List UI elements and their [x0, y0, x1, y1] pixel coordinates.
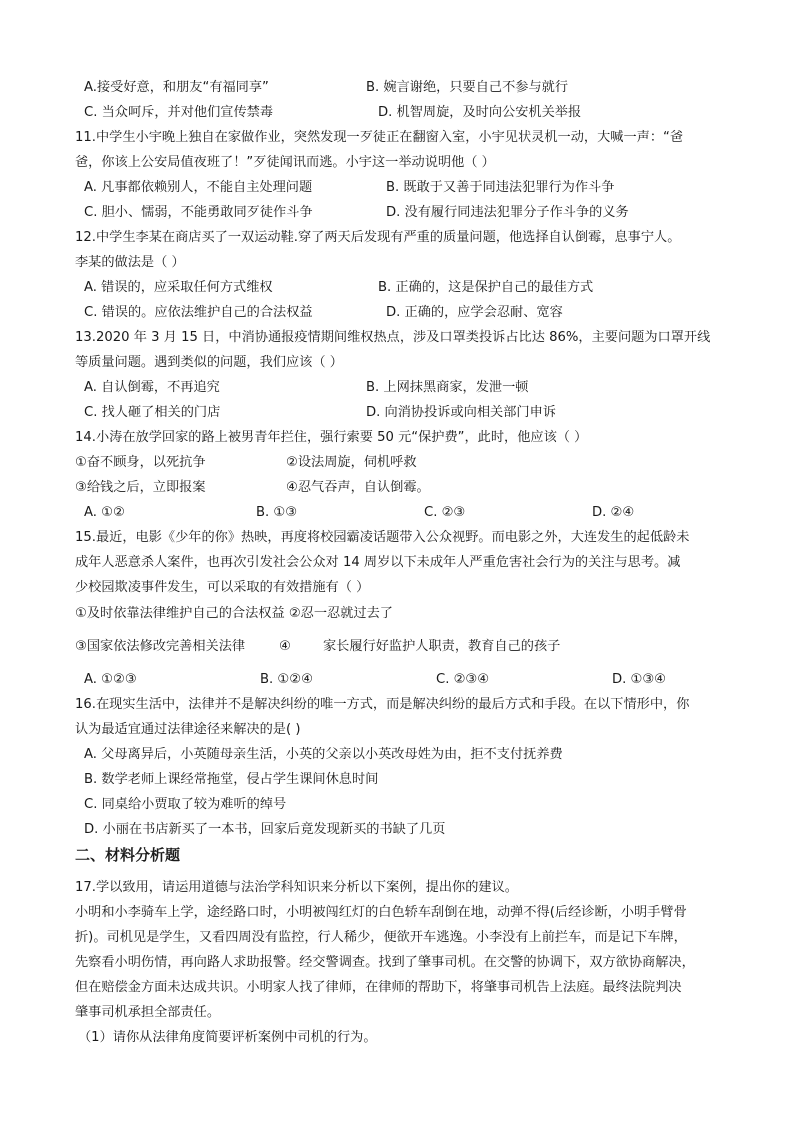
q15-statement-4-number: ④ — [279, 639, 291, 654]
q13-option-c: C. 找人砸了相关的门店 — [84, 405, 221, 420]
q16-stem-line-1: 16.在现实生活中，法律并不是解决纠纷的唯一方式，而是解决纠纷的最后方式和手段。在以下情形中，你 — [75, 697, 690, 712]
q12-option-d: D. 正确的，应学会忍耐、宽容 — [386, 305, 563, 320]
q14-option-a: A. ①② — [84, 505, 125, 520]
q11-stem-line-2: 爸，你该上公安局值夜班了！”歹徒闻讯而逃。小宇这一举动说明他（ ） — [75, 155, 495, 170]
q12-option-a: A. 错误的，应采取任何方式维权 — [84, 280, 273, 295]
q13-stem-line-2: 等质量问题。遇到类似的问题，我们应该（ ） — [75, 355, 343, 370]
q17-case-line-5: 肇事司机承担全部责任。 — [75, 1005, 221, 1020]
q17-case-line-1: 小明和小李骑车上学，途经路口时，小明被闯红灯的白色轿车刮倒在地，动弹不得(后经诊断，小明手臂骨 — [75, 905, 687, 920]
q11-option-c: C. 胆小、懦弱，不能勇敢同歹徒作斗争 — [84, 205, 313, 220]
q12-option-c: C. 错误的。应依法维护自己的合法权益 — [84, 305, 313, 320]
section-title-material-analysis: 二、材料分析题 — [75, 846, 181, 864]
q12-stem-line-1: 12.中学生李某在商店买了一双运动鞋.穿了两天后发现有严重的质量问题，他选择自认倒霉，息事宁人。 — [75, 230, 681, 245]
q11-stem-line-1: 11.中学生小宇晚上独自在家做作业，突然发现一歹徒正在翻窗入室，小宇见状灵机一动，大喊一声：“爸 — [75, 130, 684, 145]
q14-option-c: C. ②③ — [424, 505, 466, 520]
q13-option-d: D. 向消协投诉或向相关部门申诉 — [366, 405, 556, 420]
q15-statements-1-2: ①及时依靠法律维护自己的合法权益 ②忍一忍就过去了 — [75, 606, 393, 621]
q16-option-a: A. 父母离异后，小英随母亲生活，小英的父亲以小英改母姓为由，拒不支付抚养费 — [84, 747, 563, 762]
q16-option-d: D. 小丽在书店新买了一本书，回家后竟发现新买的书缺了几页 — [84, 822, 446, 837]
q14-stem: 14.小涛在放学回家的路上被男青年拦住，强行索要 50 元“保护费”，此时，他应该（ ） — [75, 430, 588, 445]
q15-option-b: B. ①②④ — [260, 672, 313, 687]
q12-option-b: B. 正确的，这是保护自己的最佳方式 — [378, 280, 594, 295]
q10-option-b: B. 婉言谢绝，只要自己不参与就行 — [366, 80, 569, 95]
q10-option-a: A.接受好意，和朋友“有福同享” — [84, 80, 269, 95]
q11-option-d: D. 没有履行同违法犯罪分子作斗争的义务 — [386, 205, 629, 220]
q14-option-b: B. ①③ — [256, 505, 298, 520]
q12-stem-line-2: 李某的做法是（ ） — [75, 255, 185, 270]
q17-case-line-3: 先察看小明伤情，再向路人求助报警。经交警调查。找到了肇事司机。在交警的协调下，双方欲协商解决， — [75, 955, 695, 970]
q16-option-b: B. 数学老师上课经常拖堂，侵占学生课间休息时间 — [84, 772, 379, 787]
q11-option-b: B. 既敢于又善于同违法犯罪行为作斗争 — [386, 180, 615, 195]
q13-option-b: B. 上网抹黑商家，发泄一顿 — [366, 380, 529, 395]
q14-statement-4: ④忍气吞声，自认倒霉。 — [286, 480, 430, 495]
q13-option-a: A. 自认倒霉，不再追究 — [84, 380, 220, 395]
q15-stem-line-1: 15.最近，电影《少年的你》热映，再度将校园霸凌话题带入公众视野。而电影之外，大连发生的起低龄未 — [75, 530, 690, 545]
q16-option-c: C. 同桌给小贾取了较为难听的绰号 — [84, 797, 287, 812]
q15-option-d: D. ①③④ — [612, 672, 667, 687]
q15-option-c: C. ②③④ — [436, 672, 490, 687]
q15-stem-line-2: 成年人恶意杀人案件，也再次引发社会公众对 14 周岁以下未成年人严重危害社会行为的关注与思考。减 — [75, 555, 681, 570]
q11-option-a: A. 凡事都依赖别人，不能自主处理问题 — [84, 180, 313, 195]
q14-statement-2: ②设法周旋，伺机呼救 — [286, 455, 417, 470]
q17-case-line-2: 折)。司机见是学生，又看四周没有监控，行人稀少，便欲开车逃逸。小李没有上前拦车，而是记下车牌， — [75, 930, 687, 945]
q14-statement-1: ①奋不顾身，以死抗争 — [75, 455, 206, 470]
q16-stem-line-2: 认为最适宜通过法律途径来解决的是( ) — [75, 722, 301, 737]
q17-subquestion-1: （1）请你从法律角度简要评析案例中司机的行为。 — [78, 1030, 377, 1045]
q17-case-line-4: 但在赔偿金方面未达成共识。小明家人找了律师，在律师的帮助下，将肇事司机告上法庭。最终法院判决 — [75, 980, 682, 995]
q15-option-a: A. ①②③ — [84, 672, 137, 687]
q17-stem: 17.学以致用，请运用道德与法治学科知识来分析以下案例，提出你的建议。 — [75, 880, 518, 895]
q15-statement-4: 家长履行好监护人职责，教育自己的孩子 — [323, 639, 561, 654]
q14-option-d: D. ②④ — [592, 505, 635, 520]
q15-stem-line-3: 少校园欺凌事件发生，可以采取的有效措施有（ ） — [75, 580, 370, 595]
q13-stem-line-1: 13.2020 年 3 月 15 日，中消协通报疫情期间维权热点，涉及口罩类投诉占比达 86%，主要问题为口罩开线 — [75, 330, 711, 345]
q10-option-d: D. 机智周旋，及时向公安机关举报 — [378, 105, 582, 120]
q15-statement-3: ③国家依法修改完善相关法律 — [75, 639, 246, 654]
q14-statement-3: ③给钱之后，立即报案 — [75, 480, 206, 495]
q10-option-c: C. 当众呵斥，并对他们宣传禁毒 — [84, 105, 274, 120]
